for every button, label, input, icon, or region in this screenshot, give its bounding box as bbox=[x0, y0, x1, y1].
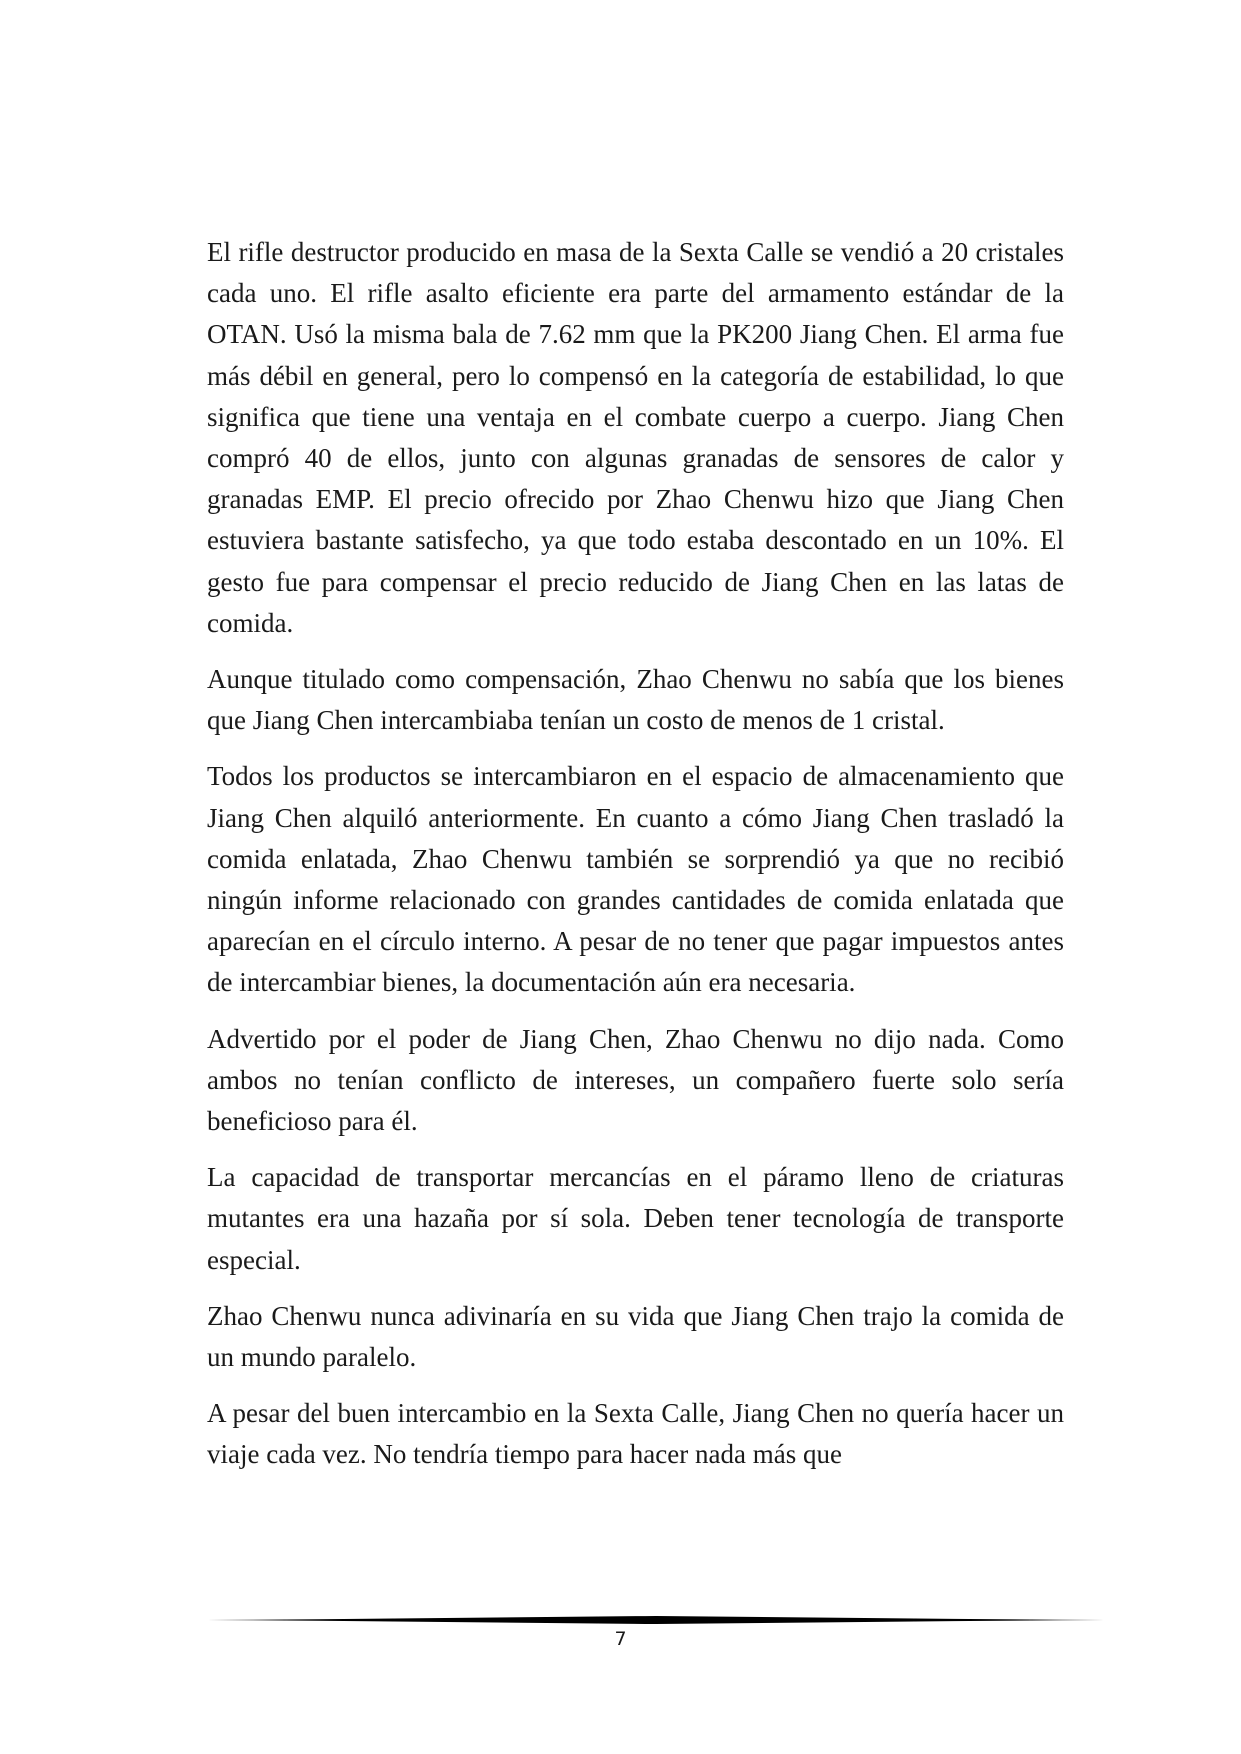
paragraph-3: Todos los productos se intercambiaron en el espacio de almacenamiento que Jiang Chen alquiló anteriormente. En cuanto a cómo Jiang Chen trasladó la comida enlatada, Zhao Chenwu también se sorprendió ya que no recibió ningún informe relacionado con grandes cantidades de comida enlatada que aparecían en el círculo interno. A pesar de no tener que pagar impuestos antes de intercambiar bienes, la documentación aún era necesaria. bbox=[207, 761, 1064, 998]
paragraph-4: Advertido por el poder de Jiang Chen, Zhao Chenwu no dijo nada. Como ambos no tenían conflicto de intereses, un compañero fuerte solo sería beneficioso para él. bbox=[207, 1023, 1064, 1137]
paragraph-6: Zhao Chenwu nunca adivinaría en su vida que Jiang Chen trajo la comida de un mundo paralelo. bbox=[207, 1300, 1064, 1373]
paragraph-5: La capacidad de transportar mercancías en el páramo lleno de criaturas mutantes era una hazaña por sí sola. Deben tener tecnología de transporte especial. bbox=[207, 1162, 1064, 1275]
paragraph-7: A pesar del buen intercambio en la Sexta Calle, Jiang Chen no quería hacer un viaje cada vez. No tendría tiempo para hacer nada más que bbox=[207, 1398, 1064, 1470]
paragraph-1: El rifle destructor producido en masa de la Sexta Calle se vendió a 20 cristales cada uno. El rifle asalto eficiente era parte del armamento estándar de la OTAN. Usó la misma bala de 7.62 mm que la PK200 Jiang Chen. El arma fue más débil en general, pero lo compensó en la categoría de estabilidad, lo que significa que tiene una ventaja en el combate cuerpo a cuerpo. Jiang Chen compró 40 de ellos, junto con algunas granadas de sensores de calor y granadas EMP. El precio ofrecido por Zhao Chenwu hizo que Jiang Chen estuviera bastante satisfecho, ya que todo estaba descontado en un 10%. El gesto fue para compensar el precio reducido de Jiang Chen en las latas de comida. bbox=[207, 237, 1064, 638]
page-number: 7 bbox=[614, 1628, 627, 1650]
paragraph-2: Aunque titulado como compensación, Zhao Chenwu no sabía que los bienes que Jiang Chen intercambiaba tenían un costo de menos de 1 cristal. bbox=[207, 664, 1064, 736]
body-text bbox=[207, 232, 1064, 1476]
footer-divider bbox=[207, 1614, 1105, 1626]
